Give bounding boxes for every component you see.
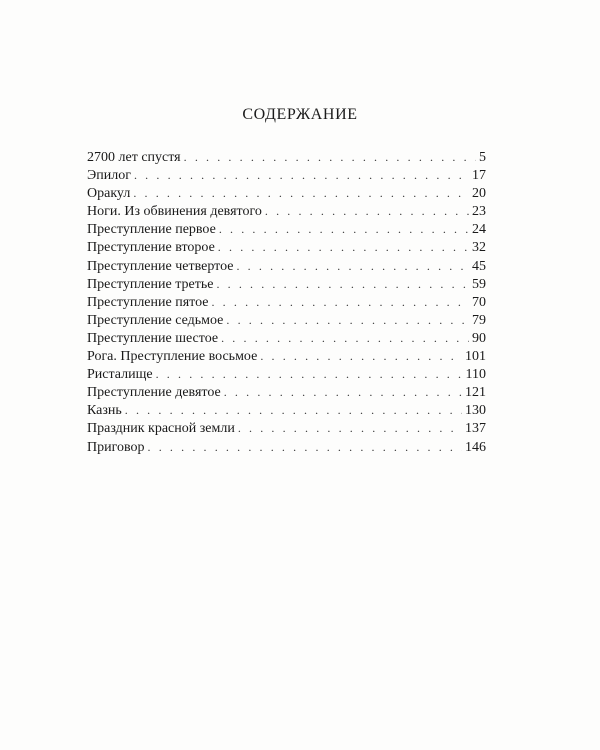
dot-leader	[221, 329, 469, 347]
toc-entry-title: Преступление третье	[87, 276, 214, 292]
toc-entry	[87, 311, 486, 329]
toc-entry	[87, 238, 486, 256]
dot-leader	[260, 347, 462, 365]
toc-entry	[87, 275, 486, 293]
toc-entry-title: Преступление седьмое	[87, 312, 224, 328]
toc-entry-title: Ноги. Из обвинения девятого	[87, 204, 262, 220]
table-of-contents	[87, 148, 486, 456]
toc-entry-page: 130	[465, 403, 486, 419]
toc-entry-page: 79	[472, 312, 486, 328]
toc-entry-page: 23	[472, 204, 486, 220]
dot-leader	[224, 383, 462, 401]
dot-leader	[148, 438, 462, 456]
toc-entry-page: 5	[479, 150, 486, 165]
toc-entry-page: 20	[472, 186, 486, 202]
toc-entry-page: 90	[472, 330, 486, 346]
toc-entry-page: 137	[465, 421, 486, 437]
toc-entry	[87, 347, 486, 365]
toc-entry-title: Праздник красной земли	[87, 421, 235, 437]
toc-entry	[87, 438, 486, 456]
toc-entry-page: 146	[465, 439, 486, 455]
toc-entry-page: 70	[472, 294, 486, 310]
toc-entry-title: 2700 лет спустя	[87, 150, 181, 165]
dot-leader	[219, 220, 469, 238]
dot-leader	[238, 419, 462, 437]
dot-leader	[133, 184, 469, 202]
toc-entry	[87, 220, 486, 238]
dot-leader	[134, 166, 469, 184]
toc-entry-title: Преступление четвертое	[87, 258, 234, 274]
toc-entry	[87, 166, 486, 184]
toc-entry-page: 121	[465, 385, 486, 401]
dot-leader	[156, 365, 463, 383]
toc-entry	[87, 383, 486, 401]
toc-entry-title: Преступление пятое	[87, 294, 209, 310]
page-title: СОДЕРЖАНИЕ	[242, 106, 358, 123]
dot-leader	[265, 202, 469, 220]
dot-leader	[184, 148, 476, 166]
toc-entry	[87, 365, 486, 383]
toc-entry-title: Преступление второе	[87, 240, 215, 256]
dot-leader	[218, 238, 469, 256]
toc-entry-title: Преступление первое	[87, 222, 216, 238]
toc-entry-title: Ристалище	[87, 367, 153, 383]
toc-entry-title: Эпилог	[87, 168, 131, 184]
toc-entry	[87, 401, 486, 419]
toc-entry-page: 45	[472, 258, 486, 274]
toc-entry	[87, 184, 486, 202]
toc-entry	[87, 257, 486, 275]
toc-entry-page: 32	[472, 240, 486, 256]
toc-entry	[87, 202, 486, 220]
toc-entry-title: Оракул	[87, 186, 131, 202]
toc-entry-page: 59	[472, 276, 486, 292]
toc-entry-title: Преступление шестое	[87, 330, 219, 346]
dot-leader	[211, 293, 469, 311]
dot-leader	[236, 257, 469, 275]
toc-entry-title: Рога. Преступление восьмое	[87, 349, 258, 365]
toc-entry-page: 24	[472, 222, 486, 238]
toc-entry-page: 110	[465, 367, 486, 383]
toc-entry-title: Казнь	[87, 403, 122, 419]
dot-leader	[226, 311, 469, 329]
toc-entry	[87, 329, 486, 347]
toc-entry	[87, 293, 486, 311]
toc-entry-title: Преступление девятое	[87, 385, 221, 401]
toc-entry-page: 101	[465, 349, 486, 365]
toc-entry-page: 17	[472, 168, 486, 184]
dot-leader	[216, 275, 469, 293]
toc-entry	[87, 419, 486, 437]
toc-entry	[87, 148, 486, 166]
toc-entry-title: Приговор	[87, 439, 145, 455]
dot-leader	[125, 401, 462, 419]
